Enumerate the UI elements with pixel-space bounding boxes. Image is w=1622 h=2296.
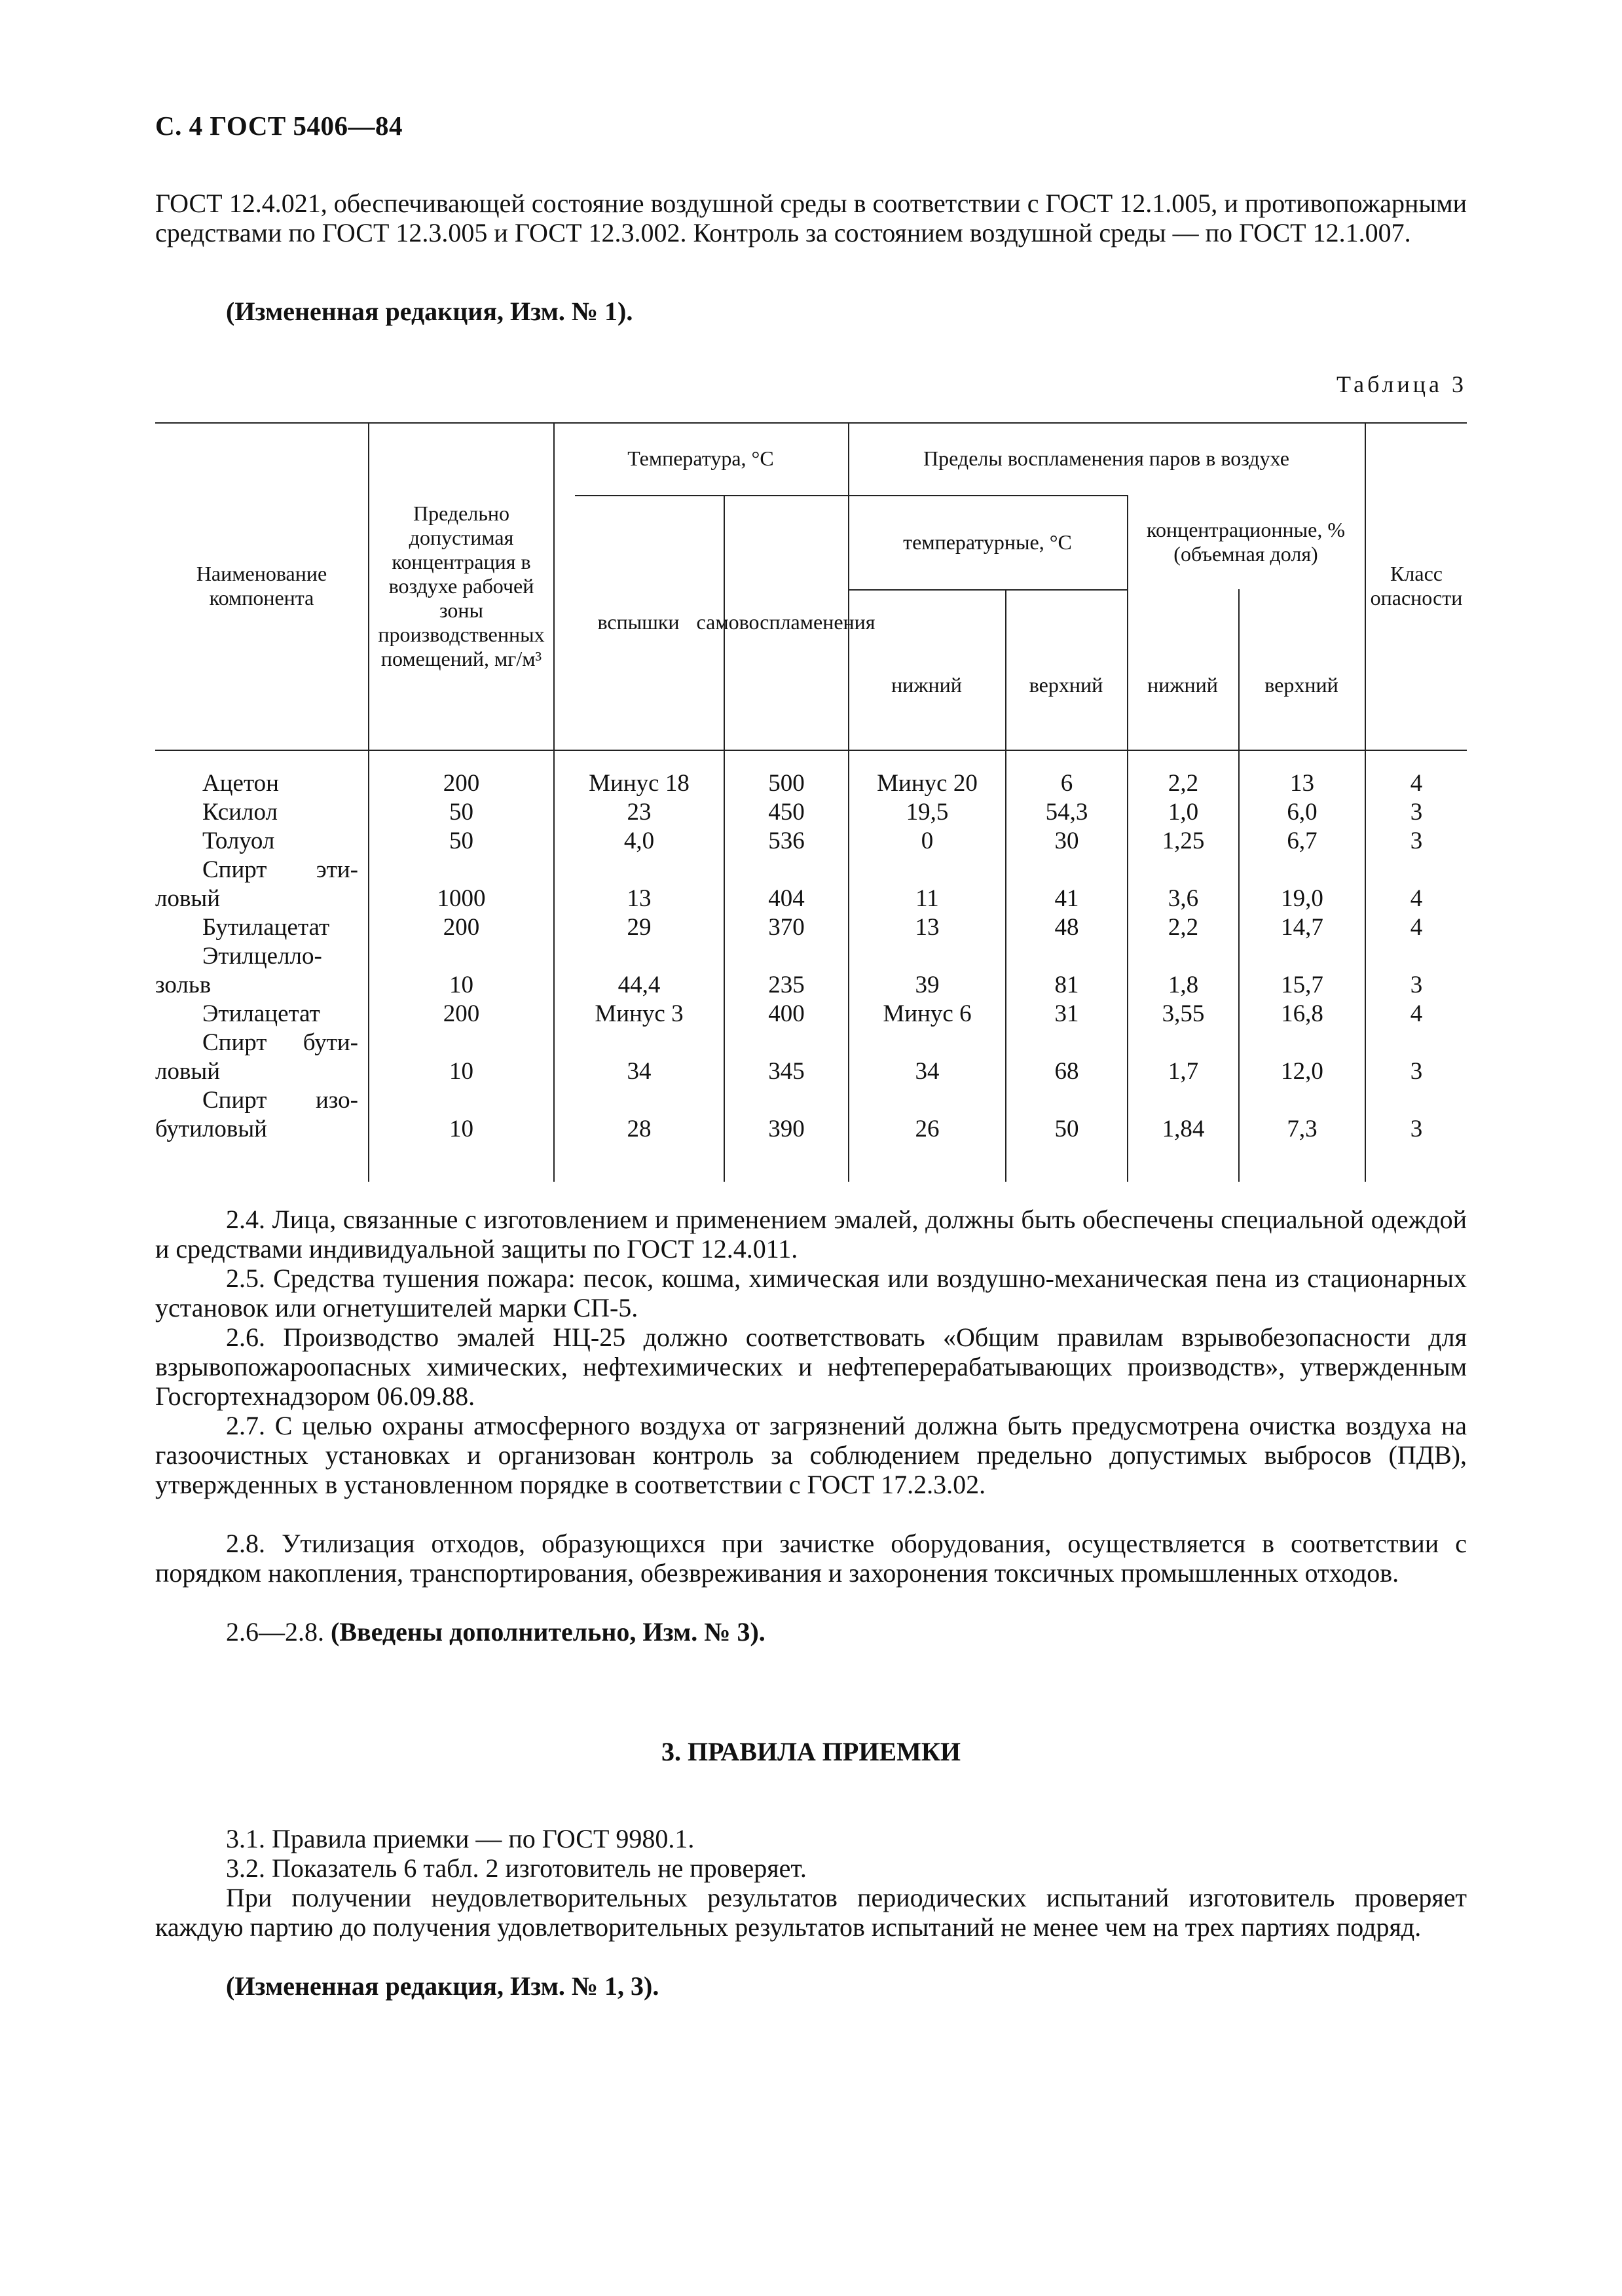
- table-cell-cu: 19,0: [1281, 885, 1323, 912]
- conc-lower-column: [1128, 769, 1238, 1144]
- paragraph-2-4: [155, 1205, 1467, 1264]
- table-cell-auto: 404: [768, 885, 805, 912]
- th-lower-temp: [848, 589, 1005, 750]
- component-name-word: Спирт: [202, 1087, 267, 1114]
- table-cell-cl: 2,2: [1168, 770, 1199, 797]
- table-cell-cl: 2,2: [1168, 914, 1199, 941]
- table-cell-tl: 26: [915, 1116, 940, 1142]
- component-name-line-1: [155, 1086, 358, 1115]
- cell-spacer: [1128, 856, 1238, 884]
- component-name-line-1: [155, 856, 358, 884]
- table-cell-cl: 3,55: [1162, 1000, 1205, 1027]
- table-cell-cl: 1,25: [1162, 828, 1205, 854]
- table-cell-cl: 1,0: [1168, 799, 1199, 826]
- pdk-column: [369, 769, 553, 1144]
- table-cell-cu: 7,3: [1287, 1116, 1318, 1142]
- table-cell-pdk: 50: [449, 828, 473, 854]
- cell-spacer: [1006, 856, 1127, 884]
- table-cell-pdk: 200: [443, 770, 480, 797]
- names-column: [155, 769, 358, 1144]
- cell-spacer: [849, 856, 1005, 884]
- table-cell-cls: 3: [1410, 1058, 1423, 1085]
- paragraph-2-7-text: 2.7. С целью охраны атмосферного воздуха от загрязнений должна быть предусмотрена очистка воздуха на газоочистных установках и организован контроль за соблюдением предельно допустимых выбросов (ПДВ), утвержденных в установленном порядке в соответствии с ГОСТ 17.2.3.02.: [155, 1411, 1467, 1499]
- component-name: Ксилол: [202, 799, 278, 826]
- table-cell-cu: 16,8: [1281, 1000, 1323, 1027]
- cell-spacer: [725, 1029, 848, 1057]
- component-name-line-2: бутиловый: [155, 1116, 267, 1142]
- table-cell-cls: 4: [1410, 1000, 1423, 1027]
- table-cell-tl: Минус 20: [877, 770, 978, 797]
- paragraph-3-1: 3.1. Правила приемки — по ГОСТ 9980.1.: [226, 1824, 695, 1853]
- table-cell-cl: 1,7: [1168, 1058, 1199, 1085]
- paragraph-3-2: 3.2. Показатель 6 табл. 2 изготовитель не проверяет.: [226, 1853, 807, 1883]
- table-cell-auto: 370: [768, 914, 805, 941]
- table-cell-flash: 34: [627, 1058, 652, 1085]
- table-cell-pdk: 200: [443, 914, 480, 941]
- table-cell-cls: 3: [1410, 828, 1423, 854]
- component-name-word: Этилцелло-: [202, 943, 322, 970]
- table-cell-tu: 68: [1054, 1058, 1079, 1085]
- table-cell-auto: 345: [768, 1058, 805, 1085]
- component-name-word: эти-: [316, 856, 358, 883]
- th-hazard-class: Класс опасности: [1370, 562, 1463, 610]
- th-upper-conc: [1238, 589, 1365, 750]
- table-cell-auto: 390: [768, 1116, 805, 1142]
- data-table: [155, 422, 1467, 1182]
- intro-amendment-note: (Измененная редакция, Изм. № 1).: [226, 297, 633, 326]
- cell-spacer: [555, 1029, 724, 1057]
- table-cell-tl: 34: [915, 1058, 940, 1085]
- table-cell-cls: 4: [1410, 770, 1423, 797]
- table-cell-auto: 450: [768, 799, 805, 826]
- class-column: [1366, 769, 1467, 1144]
- table-cell-cls: 4: [1410, 914, 1423, 941]
- table-cell-pdk: 10: [449, 1058, 473, 1085]
- autoignition-column: [725, 769, 848, 1144]
- component-name-line-2: ловый: [155, 885, 221, 912]
- table-cell-flash: Минус 3: [595, 1000, 684, 1027]
- cell-spacer: [1366, 1029, 1467, 1057]
- table-body: [155, 769, 1467, 1175]
- table-cell-tl: Минус 6: [883, 1000, 972, 1027]
- cell-spacer: [1006, 942, 1127, 971]
- table-cell-tl: 0: [921, 828, 934, 854]
- th-upper-conc-label: верхний: [1264, 673, 1338, 697]
- cell-spacer: [1240, 856, 1365, 884]
- component-name-line-1: [155, 1029, 358, 1057]
- cell-spacer: [1366, 856, 1467, 884]
- table-cell-tu: 30: [1054, 828, 1079, 854]
- th-temperature: Температура, °С: [627, 446, 774, 470]
- paragraph-2-8: [155, 1529, 1467, 1588]
- cell-spacer: [555, 856, 724, 884]
- amendment-note-2-prefix: 2.6—2.8.: [226, 1617, 324, 1647]
- table-cell-flash: 44,4: [617, 972, 661, 998]
- cell-spacer: [725, 856, 848, 884]
- table-cell-cl: 1,8: [1168, 972, 1199, 998]
- component-name-line-2: ловый: [155, 1058, 221, 1085]
- table-cell-tl: 39: [915, 972, 940, 998]
- table-cell-cu: 15,7: [1281, 972, 1323, 998]
- cell-spacer: [1006, 1029, 1127, 1057]
- table-cell-pdk: 200: [443, 1000, 480, 1027]
- table-cell-flash: 4,0: [623, 828, 655, 854]
- table-cell-auto: 400: [768, 1000, 805, 1027]
- component-name-line-2: зольв: [155, 972, 212, 998]
- table-cell-tu: 54,3: [1045, 799, 1088, 826]
- table-cell-tl: 11: [915, 885, 939, 912]
- th-lower-conc: [1127, 589, 1238, 750]
- temp-lower-column: [849, 769, 1005, 1144]
- table-cell-cu: 12,0: [1281, 1058, 1323, 1085]
- cell-spacer: [849, 1029, 1005, 1057]
- table-cell-flash: Минус 18: [589, 770, 690, 797]
- cell-spacer: [725, 942, 848, 971]
- table-cell-pdk: 1000: [437, 885, 486, 912]
- cell-spacer: [1128, 1086, 1238, 1115]
- th-pdk: [369, 422, 553, 750]
- th-upper-temp-label: верхний: [1029, 673, 1103, 697]
- intro-paragraph: ГОСТ 12.4.021, обеспечивающей состояние воздушной среды в соответствии с ГОСТ 12.1.005, и противопожарными средствами по ГОСТ 12.3.005 и ГОСТ 12.3.002. Контроль за состоянием воздушной среды — по ГОСТ 12.1.007.: [155, 189, 1467, 247]
- cell-spacer: [1006, 1086, 1127, 1115]
- cell-spacer: [1240, 942, 1365, 971]
- th-pdk-label: Предельно допустимая концентрация в воздухе рабочей зоны производственных помещений, мг/м³: [378, 501, 545, 670]
- cell-spacer: [369, 1086, 553, 1115]
- cell-spacer: [1240, 1029, 1365, 1057]
- section-3-amendment-note: (Измененная редакция, Изм. № 1, 3).: [226, 1971, 659, 2001]
- page-header: С. 4 ГОСТ 5406—84: [155, 111, 403, 141]
- flash-column: [555, 769, 724, 1144]
- component-name: Этилацетат: [202, 1000, 320, 1027]
- th-lower-temp-label: нижний: [891, 673, 962, 697]
- amendment-note-2-text: (Введены дополнительно, Изм. № 3).: [331, 1617, 765, 1647]
- paragraph-2-5: [155, 1264, 1467, 1322]
- component-name-line-1: [155, 942, 358, 971]
- table-cell-tu: 41: [1054, 885, 1079, 912]
- table-cell-auto: 235: [768, 972, 805, 998]
- table-cell-cl: 3,6: [1168, 885, 1199, 912]
- table-cell-pdk: 10: [449, 972, 473, 998]
- table-cell-pdk: 10: [449, 1116, 473, 1142]
- cell-spacer: [1128, 942, 1238, 971]
- cell-spacer: [1366, 942, 1467, 971]
- table-cell-cls: 3: [1410, 972, 1423, 998]
- table-cell-flash: 28: [627, 1116, 652, 1142]
- conc-upper-column: [1240, 769, 1365, 1144]
- cell-spacer: [849, 942, 1005, 971]
- table-cell-cu: 14,7: [1281, 914, 1323, 941]
- paragraph-2-6-text: 2.6. Производство эмалей НЦ-25 должно соответствовать «Общим правилам взрывобезопасности для взрывопожароопасных химических, нефтехимических и нефтеперерабатывающих производств», утвержденным Госгортехнадзором 06.09.88.: [155, 1322, 1467, 1411]
- paragraph-2-8-text: 2.8. Утилизация отходов, образующихся при зачистке оборудования, осуществляется в соответствии с порядком накопления, транспортирования, обезвреживания и захоронения токсичных промышленных отходов.: [155, 1529, 1467, 1588]
- component-name-word: Спирт: [202, 856, 267, 883]
- cell-spacer: [725, 1086, 848, 1115]
- table-cell-cls: 3: [1410, 799, 1423, 826]
- table-cell-flash: 23: [627, 799, 652, 826]
- component-name-word: Спирт: [202, 1029, 267, 1056]
- table-caption: Таблица 3: [1336, 371, 1467, 397]
- cell-spacer: [849, 1086, 1005, 1115]
- cell-spacer: [555, 942, 724, 971]
- table-cell-tl: 19,5: [906, 799, 949, 826]
- table-cell-tl: 13: [915, 914, 940, 941]
- th-conc-limits: концентрационные, % (объемная доля): [1147, 518, 1345, 566]
- th-name: Наименование компонента: [196, 562, 327, 610]
- paragraph-2-4-text: 2.4. Лица, связанные с изготовлением и применением эмалей, должны быть обеспечены специальной одеждой и средствами индивидуальной защиты по ГОСТ 12.4.011.: [155, 1205, 1467, 1264]
- table-cell-tu: 81: [1054, 972, 1079, 998]
- paragraph-2-6: [155, 1322, 1467, 1411]
- table-cell-tu: 31: [1054, 1000, 1079, 1027]
- th-ignition-limits: Пределы воспламенения паров в воздухе: [923, 446, 1289, 470]
- th-temp-limits: температурные, °С: [903, 530, 1072, 554]
- table-cell-auto: 536: [768, 828, 805, 854]
- th-upper-temp: [1005, 589, 1127, 750]
- component-name-word: изо-: [315, 1087, 358, 1114]
- table-cell-tu: 6: [1060, 770, 1073, 797]
- table-cell-pdk: 50: [449, 799, 473, 826]
- table-cell-flash: 29: [627, 914, 652, 941]
- table-cell-tu: 48: [1054, 914, 1079, 941]
- table-cell-cu: 6,7: [1287, 828, 1318, 854]
- cell-spacer: [369, 942, 553, 971]
- cell-spacer: [1366, 1086, 1467, 1115]
- th-autoignition: самовоспламенения: [696, 610, 876, 634]
- table-cell-auto: 500: [768, 770, 805, 797]
- table-cell-cls: 3: [1410, 1116, 1423, 1142]
- temp-upper-column: [1006, 769, 1127, 1144]
- cell-spacer: [369, 1029, 553, 1057]
- th-lower-conc-label: нижний: [1147, 673, 1218, 697]
- table-cell-cls: 4: [1410, 885, 1423, 912]
- component-name: Ацетон: [202, 770, 279, 797]
- section-3-title: 3. ПРАВИЛА ПРИЕМКИ: [661, 1737, 961, 1766]
- table-cell-flash: 13: [627, 885, 652, 912]
- cell-spacer: [555, 1086, 724, 1115]
- component-name: Бутилацетат: [202, 914, 330, 941]
- table-cell-cl: 1,84: [1162, 1116, 1205, 1142]
- paragraph-3-2-continued-text: При получении неудовлетворительных результатов периодических испытаний изготовитель проверяет каждую партию до получения удовлетворительных результатов испытаний не менее чем на трех партиях подряд.: [155, 1883, 1467, 1942]
- component-name: Толуол: [202, 828, 275, 854]
- cell-spacer: [369, 856, 553, 884]
- table-cell-cu: 6,0: [1287, 799, 1318, 826]
- paragraph-2-5-text: 2.5. Средства тушения пожара: песок, кошма, химическая или воздушно-механическая пена из стационарных установок или огнетушителей марки СП-5.: [155, 1264, 1467, 1322]
- cell-spacer: [1240, 1086, 1365, 1115]
- paragraph-2-7: [155, 1411, 1467, 1499]
- cell-spacer: [1128, 1029, 1238, 1057]
- amendment-note-2: [226, 1617, 1467, 1647]
- paragraph-3-2-continued: [155, 1883, 1467, 1942]
- table-cell-cu: 13: [1290, 770, 1314, 797]
- table-cell-tu: 50: [1054, 1116, 1079, 1142]
- component-name-word: бути-: [303, 1029, 358, 1056]
- th-flash: вспышки: [597, 610, 680, 634]
